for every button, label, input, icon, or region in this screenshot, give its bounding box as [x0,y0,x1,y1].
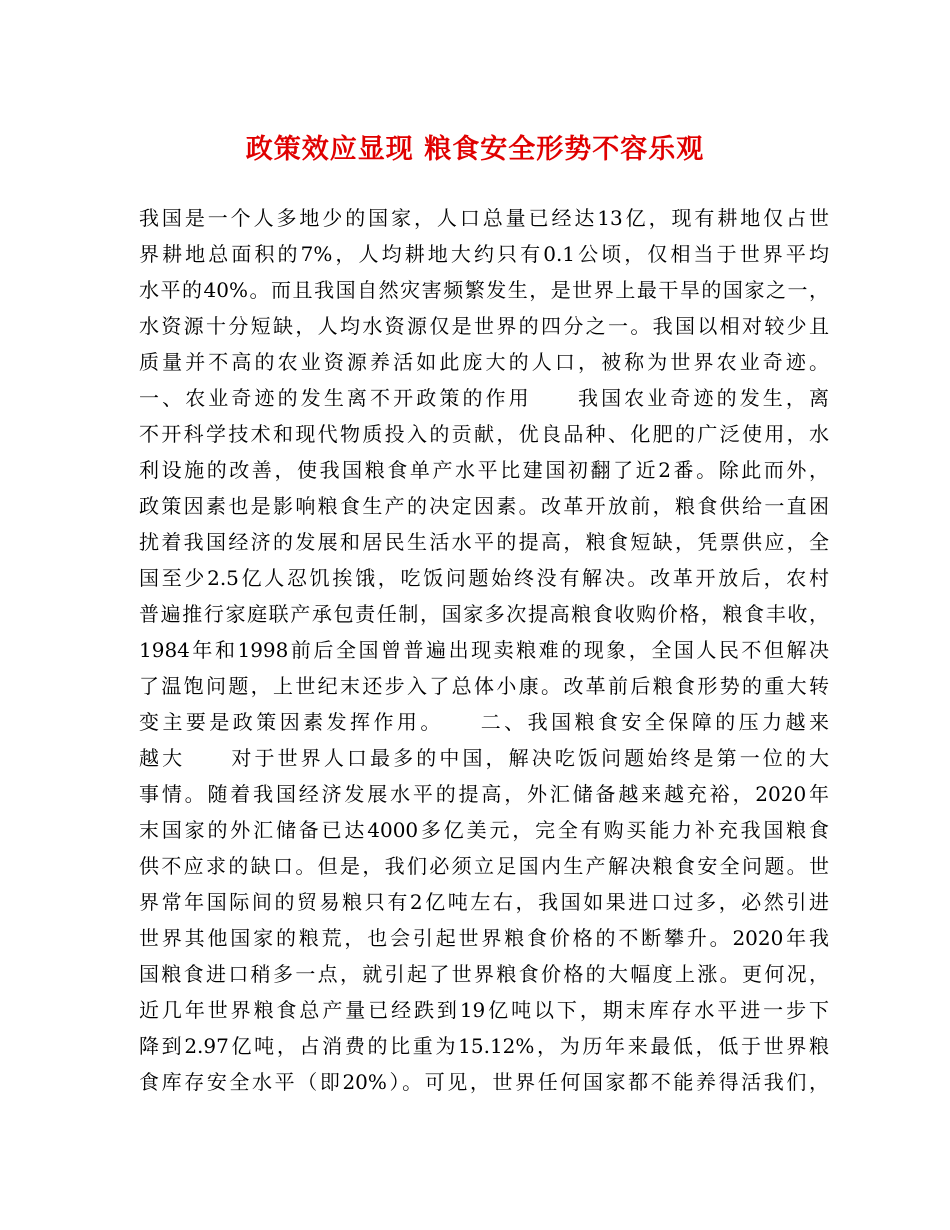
body-line: 1984年和1998前后全国曾普遍出现卖粮难的现象，全国人民不但解决 [139,638,829,662]
body-line: 世界其他国家的粮荒，也会引起世界粮食价格的不断攀升。2020年我 [139,926,829,950]
body-line: 食库存安全水平（即20%）。可见，世界任何国家都不能养得活我们， [139,1070,829,1094]
body-line: 水平的40%。而且我国自然灾害频繁发生，是世界上最干旱的国家之一， [139,278,829,302]
body-line: 扰着我国经济的发展和居民生活水平的提高，粮食短缺，凭票供应，全 [139,530,829,554]
body-line: 了温饱问题，上世纪末还步入了总体小康。改革前后粮食形势的重大转 [139,674,829,698]
document-body [139,200,829,1100]
body-line: 变主要是政策因素发挥作用。 二、我国粮食安全保障的压力越来 [139,710,829,734]
body-line: 事情。随着我国经济发展水平的提高，外汇储备越来越充裕，2020年 [139,782,829,806]
body-line: 近几年世界粮食总产量已经跌到19亿吨以下，期末库存水平进一步下 [139,998,829,1022]
document-title: 政策效应显现 粮食安全形势不容乐观 [245,134,705,165]
body-line: 界常年国际间的贸易粮只有2亿吨左右，我国如果进口过多，必然引进 [139,890,829,914]
body-line: 供不应求的缺口。但是，我们必须立足国内生产解决粮食安全问题。世 [139,854,829,878]
body-line: 不开科学技术和现代物质投入的贡献，优良品种、化肥的广泛使用，水 [139,422,829,446]
body-line: 末国家的外汇储备已达4000多亿美元，完全有购买能力补充我国粮食 [139,818,829,842]
body-line: 越大 对于世界人口最多的中国，解决吃饭问题始终是第一位的大 [139,746,829,770]
body-line: 利设施的改善，使我国粮食单产水平比建国初翻了近2番。除此而外， [139,458,829,482]
body-line: 界耕地总面积的7%，人均耕地大约只有0.1公顷，仅相当于世界平均 [139,242,829,266]
body-line: 降到2.97亿吨，占消费的比重为15.12%，为历年来最低，低于世界粮 [139,1034,829,1058]
body-line: 一、农业奇迹的发生离不开政策的作用 我国农业奇迹的发生，离 [139,386,829,410]
body-line: 国至少2.5亿人忍饥挨饿，吃饭问题始终没有解决。改革开放后，农村 [139,566,829,590]
body-line: 水资源十分短缺，人均水资源仅是世界的四分之一。我国以相对较少且 [139,314,829,338]
body-line: 普遍推行家庭联产承包责任制，国家多次提高粮食收购价格，粮食丰收， [139,602,829,626]
body-line: 质量并不高的农业资源养活如此庞大的人口，被称为世界农业奇迹。 [139,350,829,374]
body-line: 国粮食进口稍多一点，就引起了世界粮食价格的大幅度上涨。更何况， [139,962,829,986]
body-line: 我国是一个人多地少的国家，人口总量已经达13亿，现有耕地仅占世 [139,206,829,230]
body-line: 政策因素也是影响粮食生产的决定因素。改革开放前，粮食供给一直困 [139,494,829,518]
